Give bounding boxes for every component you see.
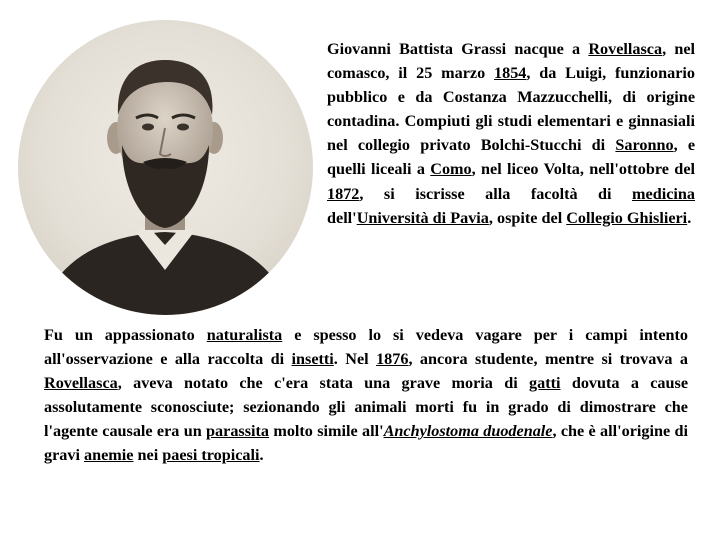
link-insetti[interactable]: insetti: [291, 350, 334, 369]
text-segment: , ospite del: [488, 208, 567, 227]
link-1876[interactable]: 1876: [376, 350, 409, 369]
link-naturalista[interactable]: naturalista: [206, 326, 283, 344]
text-segment: dell': [327, 208, 357, 227]
text-segment: .: [687, 208, 692, 227]
link-collegio-ghislieri[interactable]: Collegio Ghislieri: [566, 208, 688, 227]
text-segment: .: [259, 446, 264, 465]
link-paesi-tropicali[interactable]: paesi tropicali: [162, 446, 260, 465]
portrait-photo: [18, 20, 313, 315]
link-parassita[interactable]: parassita: [206, 422, 270, 441]
text-segment: , che è all'origine di gravi: [44, 422, 688, 465]
text-segment: , ancora studente, mentre si trovava a: [408, 350, 689, 369]
text-segment: , nel liceo Volta, nell'ottobre del: [471, 160, 695, 179]
text-segment: nei: [133, 446, 163, 465]
text-segment: , aveva notato che c'era stata una grave moria di: [117, 374, 530, 393]
text-segment: , si iscrisse alla facoltà di: [359, 184, 633, 203]
link-medicina[interactable]: medicina: [632, 184, 695, 203]
text-segment: Fu un appassionato: [44, 326, 207, 344]
text-segment: , da Luigi, funzionario pubblico e da Costanza Mazzucchelli, di origine contadina. Compiuti gli studi elementari e ginnasiali nel collegio privato Bolchi-Stucchi di: [327, 64, 695, 155]
link-1854[interactable]: 1854: [494, 64, 527, 83]
link-anchylostoma-duodenale[interactable]: Anchylostoma duodenale: [383, 422, 553, 441]
link-gatti[interactable]: gatti: [529, 374, 561, 393]
link-saronno[interactable]: Saronno: [615, 136, 674, 155]
text-segment: dovuta a cause assolutamente sconosciute; sezionando gli animali morti fu in grado di dimostrare che l'agente causale era un: [44, 374, 689, 441]
text-segment: , nel comasco, il 25 marzo: [327, 40, 696, 83]
link-rovellasca-2[interactable]: Rovellasca: [44, 374, 118, 393]
biography-paragraph-1: [327, 37, 695, 230]
link-como[interactable]: Como: [430, 160, 472, 179]
text-segment: e spesso lo si vedeva vagare per i campi intento all'osservazione e alla raccolta di: [44, 326, 688, 369]
portrait-illustration: [18, 20, 313, 315]
link-universita-di-pavia[interactable]: Università di Pavia: [356, 208, 489, 227]
link-anemie[interactable]: anemie: [84, 446, 134, 465]
link-1872[interactable]: 1872: [327, 184, 360, 203]
text-segment: molto simile all': [269, 422, 384, 441]
biography-paragraph-2: [44, 323, 688, 468]
text-segment: Giovanni Battista Grassi nacque a: [327, 40, 589, 58]
link-rovellasca[interactable]: Rovellasca: [588, 40, 663, 58]
text-segment: , e quelli liceali a: [327, 136, 696, 179]
text-segment: . Nel: [333, 350, 377, 369]
